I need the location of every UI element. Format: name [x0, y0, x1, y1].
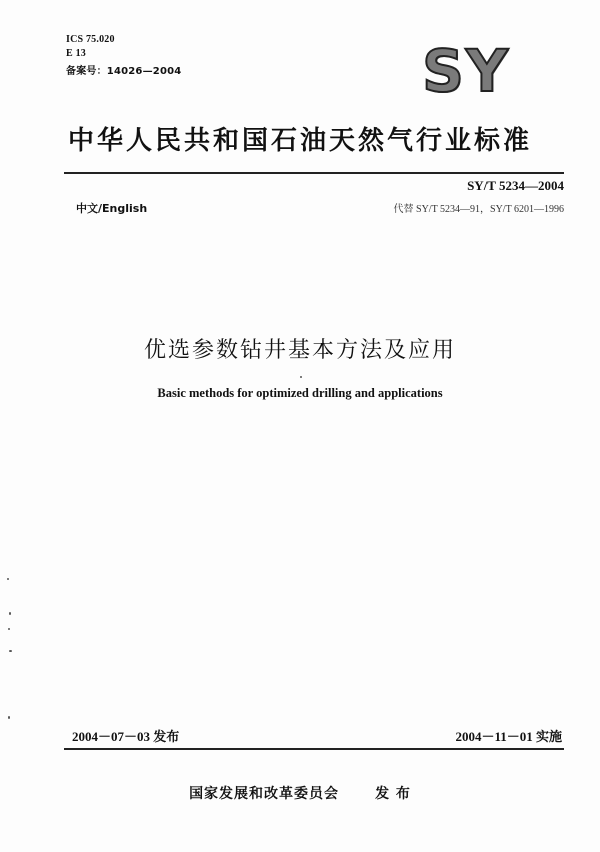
standard-number: SY/T 5234—2004: [467, 178, 564, 193]
sy-logo: SY: [422, 37, 510, 105]
top-divider: [64, 172, 564, 174]
scan-speck: [7, 578, 9, 580]
replaces-standards: 代替 SY/T 5234—91，SY/T 6201—1996: [393, 204, 564, 215]
issuer-action: 发 布: [375, 786, 411, 802]
classification-code: E 13: [66, 48, 86, 59]
ics-code: ICS 75.020: [66, 34, 115, 45]
bottom-divider: [64, 748, 564, 750]
scan-speck: [8, 628, 10, 630]
industry-standard-title: 中华人民共和国石油天然气行业标准: [67, 126, 532, 156]
filing-number: 备案号：14026—2004: [66, 66, 182, 77]
language-label: 中文/English: [76, 202, 148, 215]
issuing-authority: [0, 783, 600, 803]
implementation-date: 2004－11－01 实施: [455, 729, 562, 744]
document-title-chinese: 优选参数钻井基本方法及应用: [143, 338, 456, 363]
scan-speck: [9, 650, 12, 652]
scan-speck: [9, 612, 11, 615]
scan-speck: [8, 716, 10, 719]
document-title-english: Basic methods for optimized drilling and applications: [157, 386, 443, 400]
issuer-name: 国家发展和改革委员会: [189, 786, 340, 802]
issue-date: 2004－07－03 发布: [72, 729, 180, 744]
scan-speck: [300, 376, 302, 378]
